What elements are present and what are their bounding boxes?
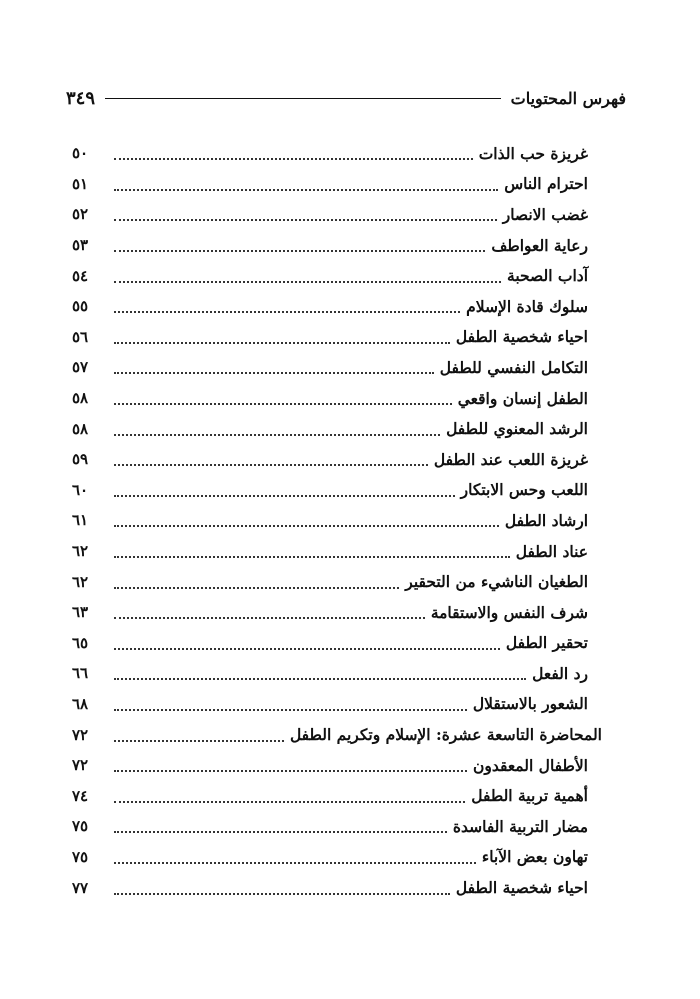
toc-entry-label: مضار التربية الفاسدة	[452, 816, 588, 836]
toc-entry	[72, 536, 602, 567]
toc-entry-label: الأطفال المعقدون	[472, 755, 588, 775]
toc-entry-page: ٥٧	[72, 358, 89, 377]
dot-leader	[114, 189, 498, 191]
toc-entry-page: ٧٥	[72, 817, 89, 836]
dot-leader	[114, 342, 450, 344]
dot-leader	[114, 770, 467, 772]
toc-entry-label: غضب الانصار	[502, 204, 588, 224]
toc-entry-page: ٦١	[72, 511, 89, 530]
header-rule	[105, 98, 501, 99]
toc-entry-page: ٧٢	[72, 756, 89, 775]
dot-leader	[114, 495, 455, 497]
toc-entry-page: ٥٨	[72, 419, 89, 438]
toc-entry-page: ٥٨	[72, 389, 89, 408]
toc-entry-label: احياء شخصية الطفل	[455, 327, 588, 347]
toc-chapter-entry	[72, 719, 602, 750]
toc-entry-label: عناد الطفل	[515, 541, 588, 561]
toc-entry	[72, 230, 602, 261]
toc-entry	[72, 475, 602, 506]
dot-leader	[114, 281, 501, 283]
dot-leader	[114, 740, 284, 742]
toc-entry-page: ٥٣	[72, 236, 89, 255]
toc-entry-label: احترام الناس	[504, 174, 588, 194]
dot-leader	[114, 831, 447, 833]
toc-entry	[72, 444, 602, 475]
toc-entry-page: ٦٨	[72, 694, 89, 713]
dot-leader	[114, 893, 450, 895]
toc-entry-label: تهاون بعض الآباء	[481, 847, 588, 867]
toc-entry-label: تحقير الطفل	[505, 633, 588, 653]
toc-entry-label: المحاضرة التاسعة عشرة: الإسلام وتكريم الطفل	[289, 725, 602, 745]
toc-entry	[72, 199, 602, 230]
toc-entry-label: الرشد المعنوي للطفل	[446, 419, 588, 439]
toc-entry-label: رد الفعل	[532, 663, 588, 683]
toc-entry-page: ٦٦	[72, 664, 89, 683]
toc-entry	[72, 872, 602, 903]
toc-entry	[72, 780, 602, 811]
toc-entry-page: ٥٠	[72, 144, 89, 163]
toc-entry-page: ٥٦	[72, 327, 89, 346]
toc-entry	[72, 566, 602, 597]
toc-entry	[72, 138, 602, 169]
toc-entry-label: التكامل النفسي للطفل	[439, 357, 588, 377]
dot-leader	[114, 587, 399, 589]
toc-entry-page: ٧٢	[72, 725, 89, 744]
toc-entry-page: ٧٤	[72, 786, 89, 805]
toc-entry	[72, 842, 602, 873]
toc-entry-label: الطغيان الناشيء من التحقير	[405, 572, 588, 592]
toc-entry	[72, 597, 602, 628]
toc-entry-page: ٥٢	[72, 205, 89, 224]
dot-leader	[114, 219, 497, 221]
dot-leader	[114, 648, 500, 650]
dot-leader	[114, 678, 526, 680]
toc-entry	[72, 628, 602, 659]
dot-leader	[114, 525, 499, 527]
table-of-contents	[72, 138, 602, 903]
dot-leader	[114, 372, 434, 374]
dot-leader	[114, 617, 425, 619]
dot-leader	[114, 158, 473, 160]
toc-entry-label: أهمية تربية الطفل	[471, 786, 588, 806]
toc-entry-page: ٦٥	[72, 633, 89, 652]
toc-entry-label: سلوك قادة الإسلام	[466, 296, 588, 316]
header-title: فهرس المحتويات	[510, 88, 626, 108]
toc-entry	[72, 811, 602, 842]
toc-entry	[72, 291, 602, 322]
toc-entry	[72, 322, 602, 353]
dot-leader	[114, 464, 428, 466]
toc-entry-page: ٧٥	[72, 847, 89, 866]
toc-entry	[72, 658, 602, 689]
toc-entry	[72, 352, 602, 383]
toc-entry-label: غريزة اللعب عند الطفل	[433, 449, 588, 469]
toc-entry-label: الطفل إنسان واقعي	[457, 388, 588, 408]
toc-entry-page: ٥١	[72, 174, 89, 193]
toc-entry	[72, 169, 602, 200]
toc-entry-label: ارشاد الطفل	[504, 510, 588, 530]
toc-entry	[72, 689, 602, 720]
toc-entry-page: ٥٥	[72, 297, 89, 316]
dot-leader	[114, 311, 460, 313]
toc-entry-page: ٦٢	[72, 572, 89, 591]
toc-entry-label: آداب الصحبة	[507, 266, 588, 286]
toc-entry-page: ٦٠	[72, 480, 89, 499]
dot-leader	[114, 709, 467, 711]
toc-entry	[72, 505, 602, 536]
toc-entry-page: ٧٧	[72, 878, 89, 897]
toc-entry	[72, 260, 602, 291]
dot-leader	[114, 556, 510, 558]
toc-entry-page: ٦٣	[72, 603, 89, 622]
toc-entry-label: غريزة حب الذات	[478, 143, 588, 163]
toc-entry-page: ٥٩	[72, 450, 89, 469]
dot-leader	[114, 250, 485, 252]
toc-entry-label: الشعور بالاستقلال	[472, 694, 588, 714]
toc-entry	[72, 750, 602, 781]
toc-entry-label: رعاية العواطف	[491, 235, 588, 255]
toc-entry-label: شرف النفس والاستقامة	[430, 602, 588, 622]
toc-entry-label: اللعب وحس الابتكار	[460, 480, 588, 500]
dot-leader	[114, 862, 476, 864]
toc-entry	[72, 383, 602, 414]
dot-leader	[114, 403, 452, 405]
dot-leader	[114, 801, 465, 803]
toc-entry-page: ٥٤	[72, 266, 89, 285]
toc-entry-page: ٦٢	[72, 542, 89, 561]
dot-leader	[114, 434, 440, 436]
header-page-number: ٣٤٩	[66, 87, 96, 109]
running-header	[66, 84, 626, 112]
toc-entry	[72, 413, 602, 444]
toc-entry-label: احياء شخصية الطفل	[455, 878, 588, 898]
